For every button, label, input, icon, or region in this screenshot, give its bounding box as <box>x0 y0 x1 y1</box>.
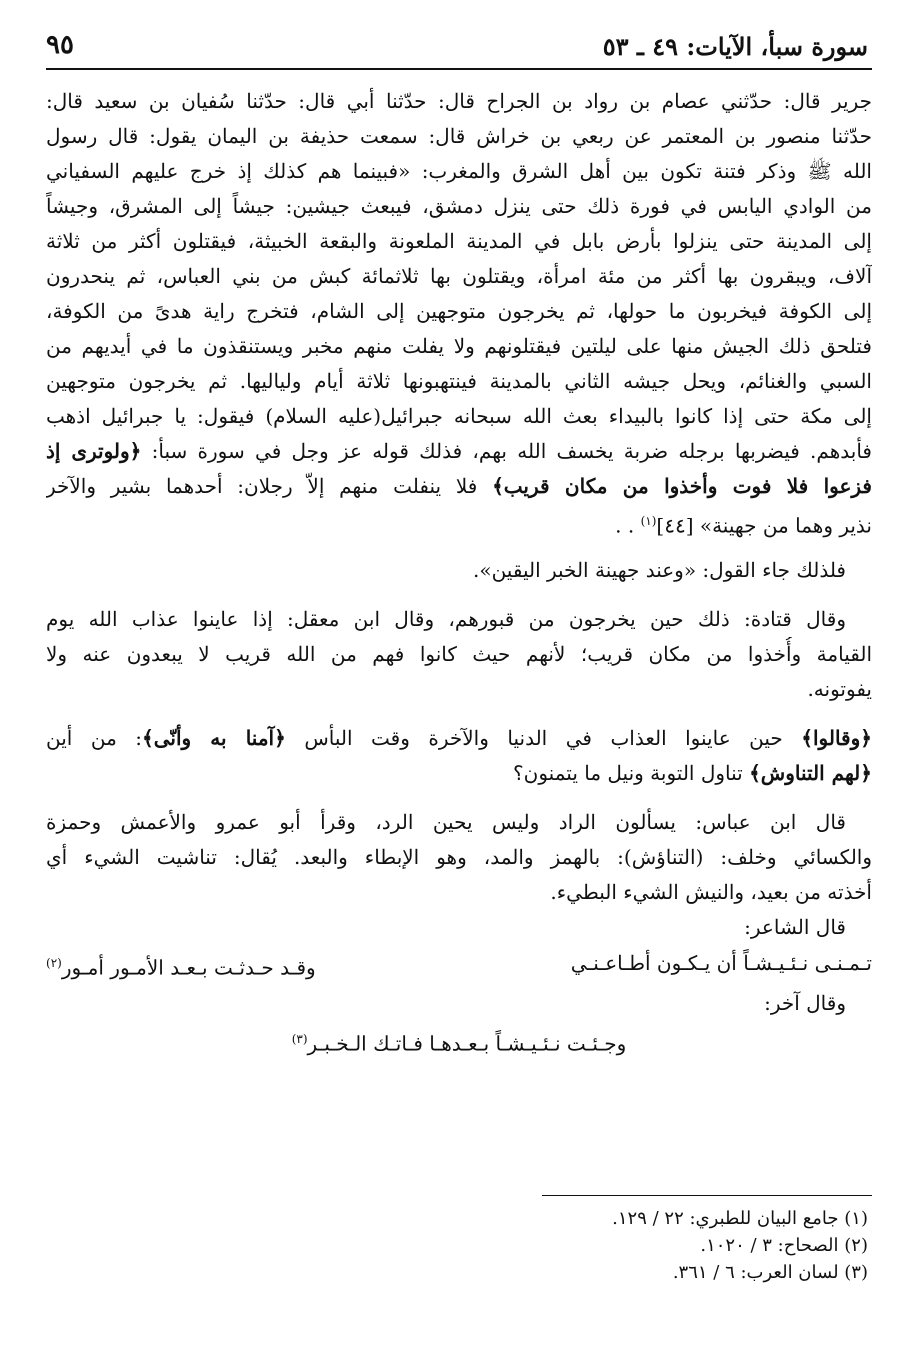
quran-verse: ﴿آمنا به وأنّى﴾ <box>142 726 286 750</box>
footnote: (٣) لسان العرب: ٦ / ٣٦١. <box>672 1262 868 1283</box>
quran-verse: فزعوا فلا فوت وأخذوا من مكان قريب﴾ <box>492 474 872 498</box>
text-line: إلى مكة حتى إذا كانوا بالبيداء بعث الله سبحانه جبرائيل(عليه السلام) فيقول: يا جبرائيل اذهب <box>46 404 872 428</box>
paragraph-qatada <box>46 602 872 707</box>
text-span: تناول التوبة ونيل ما يتمنون؟ <box>513 761 750 785</box>
text-line: فتلحق ذلك الجيش منها على ليلتين فيقتلونهم ولا يفلت منهم مخبر ويستنقذون ما في أيديهم من <box>46 334 872 358</box>
footnote: (٢) الصحاح: ٣ / ١٠٢٠. <box>700 1235 868 1256</box>
page-number: ٩٥ <box>46 30 74 60</box>
surah-title: سورة سبأ، الآيات: ٤٩ ـ ٥٣ <box>602 32 868 61</box>
text-line: وقال قتادة: ذلك حين يخرجون من قبورهم، وقال ابن معقل: إذا عاينوا عذاب الله يوم <box>46 607 846 631</box>
text-span: فأبدهم. فيضربها برجله ضربة يخسف الله بهم، فذلك قوله عز وجل في سورة سبأ: <box>141 439 872 463</box>
text-line: السبي والغنائم، ويحل جيشه الثاني بالمدينة فينتهبونها ثلاثة أيام ولياليها. ثم يخرجون متوجهين <box>46 369 872 393</box>
text-line: قال ابن عباس: يسألون الراد وليس يحين الرد، وقرأ أبو عمرو والأعمش وحمزة <box>46 810 846 834</box>
paragraph-saying: فلذلك جاء القول: «وعند جهينة الخبر اليقين». <box>472 558 846 582</box>
quran-verse: ﴿لهم التناوش﴾ <box>749 761 872 785</box>
paragraph-hadith <box>46 84 872 539</box>
poetry-verse <box>46 1021 872 1062</box>
page-header <box>46 28 872 70</box>
verse-hemistich: تـمـنـى نـئـيـشـاً أن يـكـون أطـاعـنـي <box>570 951 872 975</box>
paragraph-tafsir <box>46 721 872 791</box>
text-line <box>46 756 872 791</box>
paragraph-ibn-abbas <box>46 805 872 910</box>
book-page <box>46 0 872 1370</box>
poet-intro: وقال آخر: <box>764 990 846 1015</box>
footnote-separator <box>542 1195 872 1196</box>
text-line: إلى الكوفة فيخربون ما حولها، ثم يخرجون متوجهين إلى الشام، فتخرج راية هدىً من الكوفة، <box>46 299 872 323</box>
text-line: جرير قال: حدّثني عصام بن رواد بن الجراح قال: حدّثنا أبي قال: حدّثنا سُفيان بن سعيد قال: <box>46 89 872 113</box>
text-line <box>46 504 872 539</box>
text-span: حين عاينوا العذاب في الدنيا والآخرة وقت البأس <box>285 726 802 750</box>
text-line <box>46 721 872 756</box>
text-line: إلى المدينة حتى ينزلوا بأرض بابل في المدينة الملعونة والبقعة الخبيثة، فيقتلون أكثر من ثلاثة <box>46 229 872 253</box>
poetry-verse <box>46 945 872 986</box>
footnote: (١) جامع البيان للطبري: ٢٢ / ١٢٩. <box>612 1208 868 1229</box>
text-line: القيامة وأُخذوا من مكان قريب؛ لأنهم حيث كانوا فهم من الله قريب لا يبعدون عنه ولا <box>46 642 872 666</box>
text-line <box>46 469 872 504</box>
text-span: فلا ينفلت منهم إلاّ رجلان: أحدهما بشير والآخر <box>46 474 493 498</box>
text-span: : من أين <box>46 726 143 750</box>
text-line: حدّثنا منصور بن المعتمر عن ربعي بن خراش قال: سمعت حذيفة بن اليمان يقول: قال رسول <box>46 124 872 148</box>
text-line: الله ﷺ وذكر فتنة تكون بين أهل الشرق والمغرب: «فبينما هم كذلك إذ خرج عليهم السفياني <box>46 159 872 183</box>
footnote-ref: (٣) <box>291 1031 308 1046</box>
text-span: نذير وهما من جهينة» [٤٤] <box>656 513 872 538</box>
verse-hemistich: وجـئـت نـئـيـشـاً بـعـدهـا فـاتـك الـخـبـر$^{(٣)}$ <box>291 1031 627 1056</box>
quran-verse: ﴿وقالوا﴾ <box>801 726 872 750</box>
footnote-ref: (٢) <box>46 956 62 970</box>
footnote-ref: (١) <box>640 514 657 528</box>
footnotes <box>46 1205 872 1286</box>
text-line: آلاف، ويبقرون بها أكثر من مئة امرأة، ويقتلون بها ثلاثمائة كبش من بني العباس، ثم ينحدرون <box>46 264 872 288</box>
text-line: أخذته من بعيد، والنيش الشيء البطيء. <box>550 880 872 904</box>
text-line: من الوادي اليابس في فورة ذلك حتى ينزل دمشق، فيبعث جيشين: جيشاً إلى المشرق، وجيشاً <box>46 194 872 218</box>
text-line: والكسائي وخلف: (التناؤش): بالهمز والمد، وهو الإبطاء والبعد. يُقال: تناشيت الشيء أي <box>46 845 872 869</box>
page-body <box>46 84 872 1061</box>
text-span: . . <box>615 513 641 538</box>
text-line: يفوتونه. <box>807 677 872 701</box>
quran-verse: ﴿ولوترى إذ <box>46 439 142 463</box>
verse-hemistich: وقـد حـدثـت بـعـد الأمـور أمـور$^{(٢)}$ <box>46 955 316 980</box>
poet-intro: قال الشاعر: <box>744 915 846 939</box>
text-line <box>46 434 872 469</box>
